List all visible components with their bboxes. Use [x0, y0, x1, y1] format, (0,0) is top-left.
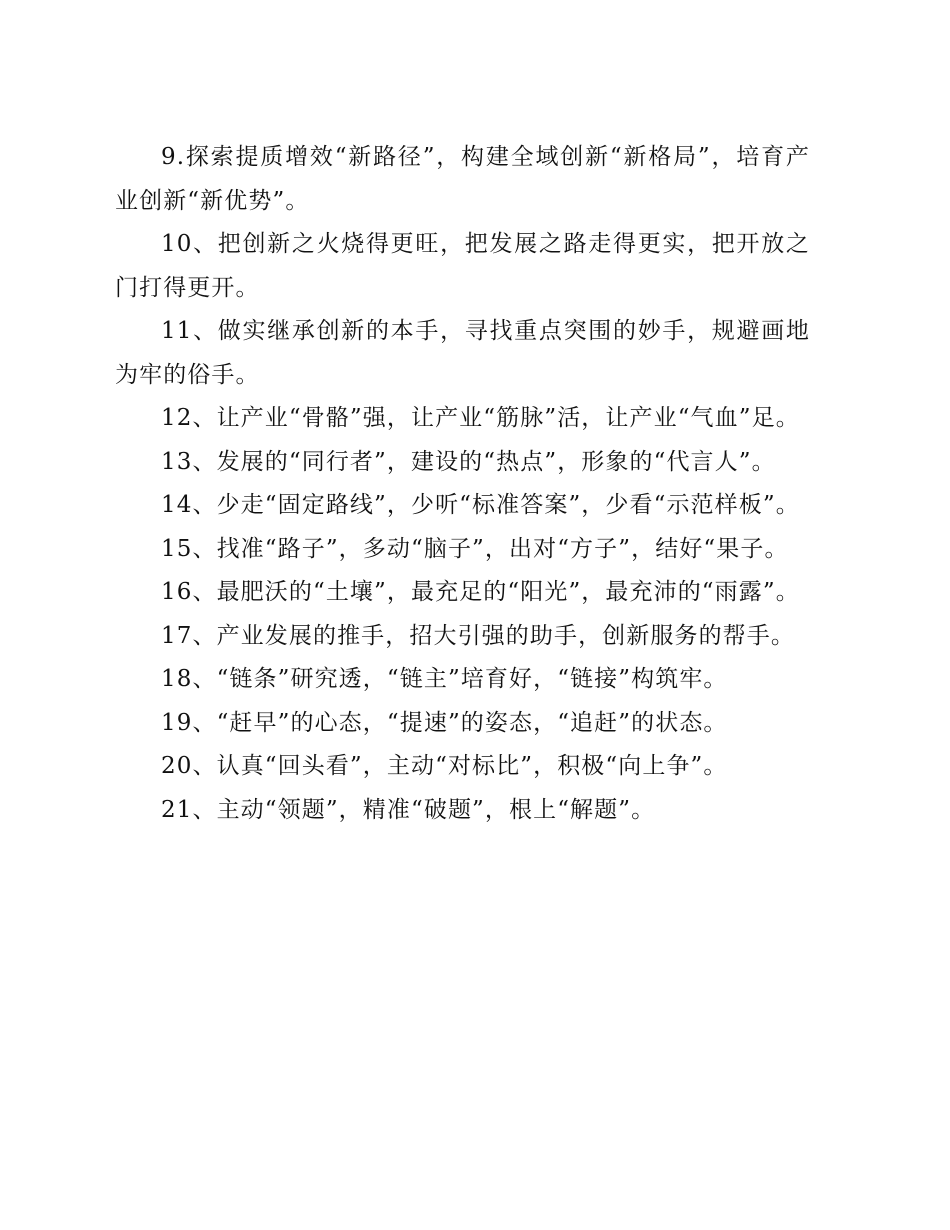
paragraph-item-13: 13、发展的“同行者”，建设的“热点”，形象的“代言人”。 [161, 448, 776, 475]
paragraph-item-20: 20、认真“回头看”，主动“对标比”，积极“向上争”。 [161, 753, 728, 779]
paragraph-item-19: 19、“赶早”的心态，“提速”的姿态，“追赶”的状态。 [161, 709, 728, 736]
paragraph-item-16: 16、最肥沃的“土壤”，最充足的“阳光”，最充沛的“雨露”。 [161, 579, 800, 605]
paragraph-item-12: 12、让产业“骨骼”强，让产业“筋脉”活，让产业“气血”足。 [161, 405, 800, 431]
paragraph-item-10: 10、把创新之火烧得更旺，把发展之路走得更实，把开放之门打得更开。 [115, 231, 810, 301]
paragraph-item-11: 11、做实继承创新的本手，寻找重点突围的妙手，规避画地为牢的俗手。 [115, 318, 810, 388]
paragraph-item-15: 15、找准“路子”，多动“脑子”，出对“方子”，结好“果子。 [161, 535, 789, 562]
document-body [115, 136, 810, 832]
paragraph-item-9: 9.探索提质增效“新路径”，构建全域创新“新格局”，培育产业创新“新优势”。 [115, 144, 810, 214]
paragraph-item-21: 21、主动“领题”，精准“破题”，根上“解题”。 [161, 796, 656, 823]
paragraph-item-14: 14、少走“固定路线”，少听“标准答案”，少看“示范样板”。 [161, 492, 800, 518]
paragraph-item-17: 17、产业发展的推手，招大引强的助手，创新服务的帮手。 [161, 622, 795, 649]
paragraph-item-18: 18、“链条”研究透，“链主”培育好，“链接”构筑牢。 [161, 666, 728, 692]
